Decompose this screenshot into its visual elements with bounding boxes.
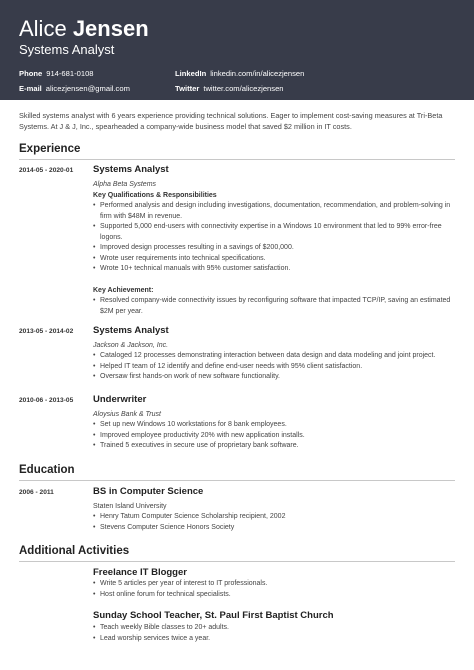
list-item: • Stevens Computer Science Honors Society [93, 523, 453, 534]
education-school: Staten Island University [93, 503, 167, 510]
email-contact [19, 84, 130, 94]
list-item: • Cataloged 12 processes demonstrating interaction between data design and data modeling and joint project. [93, 351, 453, 362]
list-item: • Host online forum for technical specialists. [93, 590, 453, 601]
list-item: • Resolved company-wide connectivity issues by reconfiguring software that impacted TCP/IP, saving an estimated $2M per year. [93, 296, 453, 317]
twitter-label: Twitter [175, 84, 200, 93]
job-dates: 2010-06 - 2013-05 [19, 397, 74, 404]
job-dates: 2013-05 - 2014-02 [19, 328, 74, 335]
email-label: E-mail [19, 84, 42, 93]
first-name: Alice [19, 16, 67, 41]
twitter-contact [175, 84, 284, 94]
phone-contact [19, 69, 94, 79]
list-item: • Lead worship services twice a year. [93, 634, 453, 645]
education-divider [19, 480, 455, 481]
education-degree: BS in Computer Science [93, 486, 204, 497]
job-dates: 2014-05 - 2020-01 [19, 167, 74, 174]
linkedin-contact [175, 69, 304, 79]
resume-header [0, 0, 474, 100]
twitter-value[interactable]: twitter.com/alicezjensen [203, 84, 284, 93]
experience-divider [19, 159, 455, 160]
job-bullets [93, 201, 453, 275]
list-item: • Supported 5,000 end-users with connectivity expertise in a Windows 10 environment that led to 99% error-free logons. [93, 222, 453, 243]
candidate-title: Systems Analyst [19, 42, 115, 57]
activity-bullets [93, 579, 453, 600]
education-bullets [93, 512, 453, 533]
education-heading: Education [19, 464, 75, 476]
list-item: • Wrote 10+ technical manuals with 95% customer satisfaction. [93, 264, 453, 275]
experience-heading: Experience [19, 143, 81, 155]
list-item: • Helped IT team of 12 identify and define end-user needs with 95% client satisfaction. [93, 362, 453, 373]
activity-title: Sunday School Teacher, St. Paul First Baptist Church [93, 610, 334, 621]
summary-paragraph: Skilled systems analyst with 6 years experience providing technical solutions. Eager to implement cost-saving measures at Tri-Beta Systems. At J & J, Inc., spearheaded a company-wide business model that saved $2 million in IT costs. [19, 111, 443, 131]
list-item: • Improved design processes resulting in a savings of $200,000. [93, 243, 453, 254]
education-dates: 2006 - 2011 [19, 489, 54, 496]
phone-value: 914-681-0108 [46, 69, 94, 78]
list-item: • Wrote user requirements into technical specifications. [93, 254, 453, 265]
job-subheading: Key Achievement: [93, 287, 154, 294]
list-item: • Oversaw first hands-on work of new software functionality. [93, 372, 453, 383]
job-role: Systems Analyst [93, 164, 169, 175]
job-bullets [93, 351, 453, 383]
list-item: • Write 5 articles per year of interest to IT professionals. [93, 579, 453, 590]
job-bullets [93, 420, 453, 452]
linkedin-label: LinkedIn [175, 69, 207, 78]
candidate-name [19, 16, 149, 42]
list-item: • Performed analysis and design including investigations, documentation, recommendation, and problem-solving in firm with $48M in revenue. [93, 201, 453, 222]
last-name: Jensen [72, 16, 149, 41]
activity-title: Freelance IT Blogger [93, 567, 187, 578]
job-company: Aloysius Bank & Trust [93, 411, 161, 418]
activities-divider [19, 561, 455, 562]
list-item: • Set up new Windows 10 workstations for 8 bank employees. [93, 420, 453, 431]
job-bullets [93, 296, 453, 317]
job-company: Alpha Beta Systems [93, 181, 157, 188]
list-item: • Henry Tatum Computer Science Scholarship recipient, 2002 [93, 512, 453, 523]
activities-heading: Additional Activities [19, 545, 130, 557]
linkedin-value[interactable]: linkedin.com/in/alicezjensen [210, 69, 305, 78]
job-role: Underwriter [93, 394, 147, 405]
phone-label: Phone [19, 69, 43, 78]
list-item: • Improved employee productivity 20% with new application installs. [93, 431, 453, 442]
list-item: • Trained 5 executives in secure use of proprietary bank software. [93, 441, 453, 452]
list-item: • Teach weekly Bible classes to 20+ adults. [93, 623, 453, 634]
job-subheading: Key Qualifications & Responsibilities [93, 192, 217, 199]
activity-bullets [93, 623, 453, 644]
job-company: Jackson & Jackson, Inc. [93, 342, 169, 349]
email-value[interactable]: alicezjensen@gmail.com [45, 84, 130, 93]
job-role: Systems Analyst [93, 325, 169, 336]
